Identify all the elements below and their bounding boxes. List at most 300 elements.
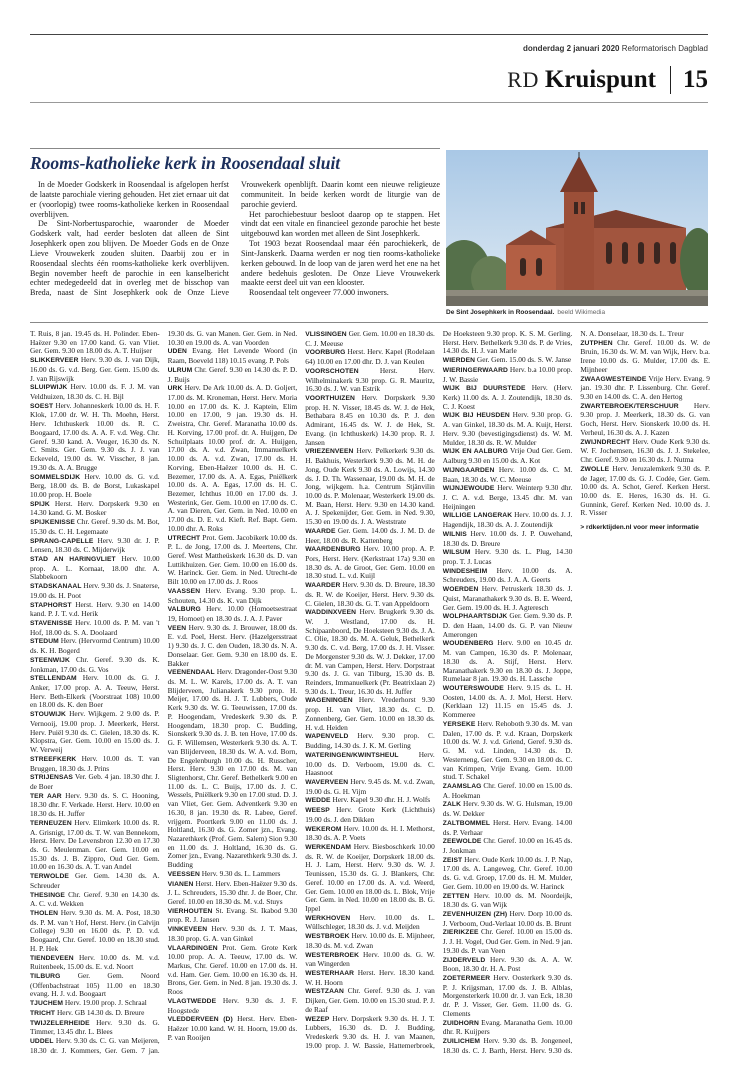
masthead-divider	[670, 66, 671, 94]
listing-entry	[443, 1019, 573, 1037]
listing-place: ZUIDHORN	[442, 1019, 479, 1027]
listing-place: WERKHOVEN	[305, 914, 351, 922]
listing-text: Herst. Herv. Eben-Haëzer 10.00 kand. W. H. Hoorn, 19.00 ds. P. van Rooijen	[167, 1014, 298, 1042]
listing-place: WIERDEN	[442, 357, 476, 365]
listing-text: Herv. 9.15 ds. L. H. Oosten, 14.00 ds. A. J. Mol, Herst. Herv. (Kerklaan 12) 11.15 en 15.45 ds. J. Kommeree	[442, 683, 573, 720]
listing-text: Chr. Geref. 9.30 en 14.30 ds. A. C. v.d. Wekken	[30, 889, 160, 909]
listing-entry	[305, 581, 435, 608]
listing-entry	[168, 925, 298, 943]
listing-text: Herv. Petruskerk 18.30 ds. J. Quist, Maranathakerk 9.30 ds. B. E. Weerd, Ger. Gem. 19.00 ds. H. J. Agteresch	[442, 584, 573, 612]
listing-text: Herv. 9.00 en 10.45 dr. M. van Campen, 16.30 ds. P. Molenaar, 18.30 ds. A. Stijf, Herst. Herv. Maranathakerk 9.30 en 18.30 ds. J. Joppe, Rumelaar 8 jan. 19.30 ds. H. Lassche	[442, 638, 573, 684]
listing-entry	[305, 914, 435, 932]
listing-text: Herv. 9.30 ds. J. Brouwer, 18.00 ds. E. v.d. Poel, Herst. Herv. (Hazelgersstraat 1) 9.30 ds. J. C. den Ouden, 18.30 ds. N. A. Donselaar. Ger. Gem. 9.30 en 18.00 ds. E. Bakker	[167, 622, 298, 668]
listing-entry	[30, 619, 160, 637]
listing-place: WOUTERSWOUDE	[442, 685, 504, 693]
listing-text: Herv. Oosterkerk 9.30 ds. P. J. Krijgsman, 17.00 ds. J. B. Alblas, Morgensterkerk 10.00 dr. J. van Eck, 18.30 dr. P. J. Visser, Ger. Gem. 11.00 ds. G. Clements	[442, 973, 573, 1018]
listing-entry	[305, 608, 435, 696]
listing-text: Herv. Brugkerk 9.30 ds. W. J. Westland, 17.00 ds. H. Schipaanboord, De Hoeksteen 9.30 ds. J. A. C. Olie, 18.30 ds. M. A. Geluk, Bethelkerk 9.30 ds. C. v.d. Berg, 17.00 ds. J. H. Visser. De Morgenster 9.30 ds. W. J. Dekker, 17.00 dr. M. van Campen, Herst. Herv. Dorpstraat 9.30 ds. J. G. van Tilburg, 15.30 ds. B. Reinders, Immanuelkerk (Pr. Beatrixlaan 2) 9.30 ds. L. Treur, 16.30 ds. H. Juffer	[305, 607, 435, 696]
listing-place: TILBURG	[30, 973, 61, 981]
issue-date: donderdag 2 januari 2020	[523, 44, 620, 53]
listing-place: VRIEZENVEEN	[305, 448, 354, 456]
article-paragraph: Het parochiebestuur besloot daarop op te stappen. Het vindt dat een vitale en financieel gezonde parochie het beste uitgebouwd kan worden met alleen de Sint Josephkerk.	[241, 209, 440, 239]
listing-text: Herv. 10.00 ds. C. M. Baan, 18.30 ds. W. C. Meeuse	[442, 464, 573, 484]
listing-text: Evang. Het Levende Woord (in Raam, Boeveld 118) 10.15 evang. P. Pols	[167, 346, 298, 366]
listing-text: Herv. 9.30 ds. J. Snaterse, 19.00 ds. H. Poot	[30, 581, 160, 600]
listing-text: Herv. 10.00 prop. A. L. Kornaat, 18.00 dhr. A. Slabbekoorn	[30, 553, 160, 582]
listing-text: Herv. Oude Kerk 9.30 ds. W. F. Jochemsen, 16.30 ds. J. J. Stekelee, Chr. Geref. 9.30 en 16.30 ds. J. Nutma	[580, 436, 710, 465]
article-top-rule	[30, 148, 440, 149]
listing-place: UTRECHT	[167, 534, 201, 542]
listing-entry	[30, 656, 160, 674]
listing-entry	[30, 755, 160, 773]
listing-text: Herv. 9.30 ds. J. van Dijk, 16.00 ds. G. v.d. Berg. Ger. Gem. 15.00 ds. J. van Rijswijk	[30, 355, 160, 383]
listing-place: ZWIJNDRECHT	[580, 438, 631, 446]
listing-text: Herv. b.a 10.00 prop. J. W. Bassie	[442, 364, 573, 384]
listing-place: STEDUM	[30, 638, 59, 646]
listing-entry	[168, 944, 298, 997]
listing-entry	[168, 384, 298, 533]
listing-place: WEDDE	[305, 797, 331, 805]
listing-place: VLISSINGEN	[305, 331, 347, 338]
listing-place: TER AAR	[30, 792, 62, 800]
listing-place: STOUWIJK	[30, 711, 66, 719]
listing-place: WAPENVELD	[305, 733, 349, 741]
listing-text: Herv. 10.00 ds. M. Noordeijk, 18.30 ds. G. van Wijk	[442, 890, 573, 910]
listing-text: Chr. Geref. 10.00 en 16.45 ds. J. Jonkman	[442, 836, 573, 855]
listing-entry	[168, 366, 298, 384]
listing-entry	[305, 696, 435, 732]
listing-entry	[580, 375, 710, 402]
listing-text: T. Ruis, 8 jan. 19.45 ds. H. Polinder. Eben-Haëzer 9.30 en 17.00 kand. G. van Vliet. Ger. Gem. 9.30 en 18.00 ds. A. T. Huijser	[30, 330, 160, 356]
photo-caption	[446, 309, 708, 316]
church-service-listing	[30, 330, 710, 1058]
listing-place: WILSUM	[442, 549, 471, 557]
listing-entry	[443, 856, 573, 892]
listing-entry	[30, 1019, 160, 1037]
listing-entry	[168, 668, 298, 870]
listing-text: Herst. Herv. Kapel (Rodelaan 64) 10.00 en 17.00 dhr. D. J. van Keulen	[305, 347, 435, 367]
listing-place: WESTERBROEK	[305, 951, 360, 959]
listing-place: STELLENDAM	[30, 675, 77, 683]
listing-text: Herv. Dragonder-Oost 9.30 ds. M. L. W. Karels, 17.00 ds. A. T. van Blijderveen, Julianakerk 9.30 prop. H. Meijer, 17.00 ds. H. J. T. Lubbers, Oude Kerk 9.30 ds. W. G. Teeuwissen, 17.00 ds. P. Hoogendam, Vredeskerk 9.30 ds. P. Hoogendam, 18.30 prop. C. Budding, Sionskerk 9.30 ds. J. B. ten Hove, 17.00 ds. G. F. Willemsen, Westerkerk 9.30 ds. A. T. van Blijderveen, 18.30 ds. W. A. v.d. Born, De Engelenburgh 10.00 ds. H. Russcher, Herst. Herv. 9.30 en 17.00 ds. M. van Sligtenhorst, Chr. Geref. Bethelkerk 9.00 en 11.00 ds. L. C. Buijs, 17.00 ds. J. C. Wessels, Pniëlkerk 9.30 en 17.00 stud. D. J. van Vliet, Ger. Gem. Adventkerk 9.30 en 16.30, 8 jan. 19.30 ds. R. Labee, Geref. vrijgem. Poortkerk 9.00 en 11.00 ds. J. Holtland, 16.30 ds. G. Zomer jzn., Evang. Nazarethkerk (Prof. Gem. Salem) Sion 9.30 en 11.00 ds. J. Holtland, 16.30 ds. G. Zomer jzn., Evang. Nazarethkerk 9.30 ds. J. Budding	[167, 667, 298, 870]
listing-entry	[30, 518, 160, 536]
listing-place: STAD AN HARINGVLIET	[30, 555, 116, 563]
listing-entry	[305, 932, 435, 950]
listing-place: WIJNJEWOUDE	[442, 485, 495, 493]
article-body	[30, 180, 440, 318]
listing-text: Herv. 9.30 ds. J. T. Maas, 18.30 prop. G. A. van Ginkel	[167, 924, 298, 943]
listing-place: STREEFKERK	[30, 755, 77, 763]
listing-entry	[168, 907, 298, 925]
listing-place: SPIJKENISSE	[30, 519, 75, 527]
listing-text: Evang. Maranatha Gem. 10.00 dhr. R. Kuijpers	[442, 1017, 573, 1037]
listing-entry	[30, 792, 160, 819]
listing-entry	[443, 411, 573, 447]
listing-text: Herv. 10.00 prop. A. P. Pors, Herst. Herv. (Kerkstraat 17a) 9.30 en 18.30 ds. A. de Groot, Ger. Gem. 10.00 en 18.30 stud. L. v.d. Kuijl	[305, 544, 435, 581]
listing-place: WAGENINGEN	[305, 697, 353, 705]
listing-text: Herv. Dorpskerk 9.30 ds. H. J. T. Lubbers, 16.30 ds. D. J. Budding, Vredeskerk 9.30 ds. H. J. van Maanen, 19.00 prop. J. W. Bassie, Hattemerbroek, De Hoeksteen 9.30 prop. K. S. M. Gerling. Herst. Herv. Bethelkerk 9.30 ds. P. de Vries, 14.30 ds. H. J. van Marle	[305, 330, 573, 1050]
listing-entry	[443, 384, 573, 411]
listing-text: Herv. 9.30 prop. C. Budding, 14.30 ds. J. K. M. Gerling	[305, 731, 435, 751]
listing-place: VOORTHUIZEN	[305, 395, 355, 403]
listing-text: Herst. Herv. Eben-Haëzer 9.30 ds. J. L. Schreuders, 15.30 dhr. J. de Boer, Chr. Geref. 10.00 en 18.30 ds. M. v.d. Stuys	[167, 878, 298, 906]
listing-entry	[30, 473, 160, 500]
listing-place: WAVERVEEN	[305, 778, 349, 786]
listing-place: TERWOLDE	[30, 873, 69, 881]
photo-credit: beeld Wikimedia	[557, 309, 606, 316]
listing-text: Herv. 10.00 ds. T. van Bruggen, 18.30 ds. J. Prins	[30, 753, 160, 773]
listing-entry	[443, 447, 573, 465]
listing-place: ZUILICHEM	[442, 1038, 481, 1046]
listing-text: Herv. 9.30 ds. B. Jongeneel, 18.30 ds. C. J. Barth, Herst. Herv. 9.30 ds. N. A. Donselaar, 18.30 ds. L. Treur	[442, 330, 684, 1055]
listing-place: WILLIGE LANGERAK	[442, 512, 513, 520]
listing-place: WIERINGERWAARD	[442, 366, 508, 374]
listing-entry	[443, 548, 573, 566]
listing-entry	[30, 555, 160, 582]
listing-entry	[168, 347, 298, 365]
listing-place: VLEDDERVEEN (D)	[167, 1016, 233, 1024]
listing-place: SPIJK	[30, 500, 50, 508]
listing-text: Herv. Elimkerk 10.00 ds. R. A. Grisnigt, 17.00 ds. T. W. van Bennekom, Herst. Herv. De Levensbron 12.30 en 17.30 ds. G. Meulenman. Ger. Gem. 10.00 en 15.30 ds. J. B. Zippro, Oud Ger. Gem. 10.00 en 16.30 ds. A. T. van Andel	[30, 817, 160, 872]
listing-place: UDDEL	[30, 1038, 54, 1046]
church-photo	[446, 150, 708, 306]
listing-entry	[443, 366, 573, 384]
listing-text: Herv. Rehoboth 9.30 ds. M. van Dalen, 17.00 ds. P. v.d. Kraan, Dorpskerk 10.00 ds. W. J. v.d. Griend, Geref. 9.30 ds. G. M. v.d. Linden, 14.30 ds. D. Westerneng, Ger. Gem. 9.30 en 18.00 ds. C. van Krimpen, Vrije Evang. Gem. 10.00 stud. T. Schakel	[442, 718, 573, 782]
listing-text: Herv. Dorpskerk 9.30 prop. H. N. Visser, 18.45 ds. W. J. de Hek, Bethabara 8.45 en 10.30 ds. P. J. den Admirant, 16.45 ds. W. J. de Hek, St. Evang. (in Ichthuskerk) 14.30 prop. R. J. Jansen	[305, 393, 435, 447]
listing-entry	[305, 751, 435, 778]
listing-text: Chr. Geref. 9.30 ds. K. Jonkman, 17.00 ds. G. Vos	[30, 654, 160, 674]
listing-place: WESTBROEK	[305, 933, 350, 941]
listing-entry	[580, 402, 710, 438]
listing-entry	[168, 624, 298, 669]
listing-place: ZIERIKZEE	[442, 929, 479, 937]
listing-place: WEKEROM	[305, 825, 342, 833]
listing-place: VINKEVEEN	[167, 926, 208, 934]
listing-place: WEZEP	[305, 1015, 330, 1023]
listing-entry	[443, 956, 573, 974]
listing-entry	[168, 587, 298, 605]
listing-text: Ger. Gem. 14.30 ds. A. Schreuder	[30, 871, 160, 890]
listing-place: THOLEN	[30, 910, 59, 917]
listing-text: Herv. 9.30 ds. D. Breure, 18.30 ds. R. W. de Koeijer, Herst. Herv. 9.30 ds. C. Gielen, 18.30 ds. G. T. van Appeldoorn	[305, 580, 435, 608]
listing-text: Herv. 9.30 ds. A. A. W. Boon, 18.30 dr. H. A. Post	[442, 954, 573, 974]
listing-entry	[30, 383, 160, 401]
listing-place: ZIJDERVELD	[442, 956, 486, 964]
listing-text: Herv. Grote Kerk (Lichthuis) 19.00 ds. J. den Dikken	[305, 805, 435, 824]
listing-entry	[168, 534, 298, 587]
listing-text: Herv. 9.30 ds. L. Lammers	[201, 868, 281, 878]
listing-place: TERNEUZEN	[30, 819, 72, 827]
listing-entry	[443, 928, 573, 955]
listing-entry	[305, 447, 435, 526]
listing-text: Herv. 10.00 ds. H. I. Methorst, 18.30 ds. A. P. Voets	[305, 823, 435, 843]
section-title: Kruispunt	[544, 66, 656, 93]
listing-text: Ver. Geb. 4 jan. 18.30 dhr. J. de Boer	[30, 772, 160, 791]
listing-entry	[30, 674, 160, 710]
listing-text: Herv. Evang. 9.30 prop. L. Schouten, 14.30 ds. K. van Dijk	[167, 585, 298, 605]
listing-text: Herv. 9.30 ds. G. Timmer, 13.45 dhr. L. Blees	[30, 1017, 160, 1037]
listing-text: Herv. (Hervormd Centrum) 10.00 ds. K. H. Bogerd	[30, 636, 160, 656]
listing-text: Herv. 19.00 prop. J. Schraal	[64, 998, 147, 1008]
listing-entry	[443, 892, 573, 910]
listing-entry	[305, 825, 435, 843]
listing-place: WESTZAAN	[305, 988, 344, 996]
listing-text: Ger. Gem. 10.00 en 18.30 ds. C. J. Meeuse	[305, 330, 435, 348]
listing-entry	[305, 778, 435, 796]
listing-place: UDEN	[167, 348, 187, 356]
listing-place: WOERDEN	[442, 586, 479, 594]
listing-text: Prot. Gem. Jacobikerk 10.00 ds. P. L. de Jong, 17.00 ds. J. Meertens, Chr. Geref. West Mattheüskerk 16.30 ds. D. van Luttikhuizen. Ger. Gem. 10.00 en 16.00 ds. W. Harinck. Ger. Gem. in Ned. Utrecht-de Bilt 10.00 en 17.00 ds. J. Roos	[167, 532, 298, 587]
section-prefix: RD	[507, 67, 539, 92]
listing-text: Herv. 10.00 (Homoetsestraat 19, Homoet) en 18.30 ds. J. A. J. Paver	[167, 604, 298, 623]
listing-text: St. Evang. St. Ikabod 9.30 prop. R. J. Jansen	[167, 905, 298, 925]
listing-text: Herv. Wijkgem. 2 9.00 ds. P. Vernooij, 19.00 prop. J. Meerkerk, Herst. Herv. Puiël 9.30 ds. C. Gielen, 18.30 ds. K. Klopstra, Ger. Gem. 10.00 en 15.00 ds. J. W. Verweij	[30, 709, 160, 755]
listing-text: Herv. 9.30 prop. G. A. van Ginkel, 18.30 ds. M. A. Kuijt, Herst. Herv. 9.30 (bevestigingsdienst) ds. W. M. Mulder, 18.30 ds. R. W. Mulder	[442, 410, 573, 447]
listing-text: Herv. 9.30 ds. S. C. Hooning, 18.30 dhr. F. Verkade. Herst. Herv. 10.00 en 18.30 ds. H. Juffer	[30, 790, 160, 819]
listing-entry	[305, 527, 435, 545]
listing-text: Chr. Geref. 9.30 ds. J. van Dijken, Ger. Gem. 10.00 en 15.30 stud. P. J. de Raaf	[305, 986, 435, 1014]
listing-entry	[443, 511, 573, 529]
listing-place: ZALTBOMMEL	[442, 819, 491, 827]
listing-place: THESINGE	[30, 891, 65, 899]
listing-text: Herst. Herv. 18.30 kand. W. H. Hoorn	[305, 968, 435, 987]
listing-entry	[168, 880, 298, 907]
listing-place: ZWARTEBROEK/TERSCHUUR	[580, 402, 679, 410]
listing-text: Herv. 9.30 prop. J. Meerkerk, 18.30 ds. G. van Goch, Herst. Herv. Sionskerk 10.00 ds. H. Verheul, 16.30 ds. A. J. Kazen	[580, 400, 710, 437]
listing-text: Herv. 10.00 ds. G. v.d. Berg, 18.00 ds. B. de Borst, Lukaskapel 10.00 prop. H. Boele	[30, 471, 160, 499]
listing-text: Herst. Herv. Evang. 14.00 ds. P. Verhaar	[442, 817, 573, 837]
listing-entry	[305, 969, 435, 987]
listing-place: WIJK BIJ DUURSTEDE	[442, 385, 526, 393]
listing-text: Herv. (Herv. Kerk) 11.00 ds. A. J. Zoutendijk, 18.30 ds. C. J. Koest	[442, 383, 573, 411]
listing-text: Herv. 10.00 ds. F. J. M. van Veldhuizen, 18.30 ds. C. H. Bijl	[30, 382, 160, 402]
listing-place: STADSKANAAL	[30, 583, 82, 591]
listing-entry	[443, 819, 573, 837]
listing-text: Herst. Herv. Dorpskerk 9.30 en 14.30 kand. G. M. Bosker	[30, 498, 160, 518]
listing-place: WOUDENBERG	[442, 640, 494, 648]
listing-text: Vrije Herv. Evang. 9 jan. 19.30 dhr. P. Lissenburg. Chr. Geref. 9.30 en 14.00 ds. C. A. den Hertog	[580, 373, 710, 402]
listing-entry	[30, 872, 160, 890]
date-line	[523, 44, 708, 53]
listing-place: SLIKKERVEER	[30, 357, 79, 365]
section-masthead	[507, 60, 708, 100]
listing-entry	[305, 806, 435, 824]
listing-entry	[168, 605, 298, 623]
listing-place: TIENDEVEEN	[30, 954, 74, 962]
listing-text: Herv. Oude Kerk 10.00 ds. J. P. Nap, 17.00 ds. A. Langeweg, Chr. Geref. 10.00 ds. G. v.d. Groep, 17.00 ds. H. M. Mulder, Ger. Gem. 10.00 en 19.00 ds. W. Harinck	[442, 854, 573, 891]
listing-entry	[305, 394, 435, 447]
listing-text: Ger. Gem. 14.00 ds. J. M. D. de Heer, 18.00 ds. R. Kattenberg	[305, 525, 435, 545]
listing-place: ZWOLLE	[580, 465, 610, 473]
listing-place: WOLPHAARTSDIJK	[442, 613, 508, 621]
listing-entry	[305, 843, 435, 914]
listing-place: WATERINGEN/KWINTSHEUL	[305, 751, 399, 759]
listing-place: SLUIPWIJK	[30, 384, 68, 392]
listing-place: WERKENDAM	[305, 843, 352, 851]
listing-text: Ger. Gem. Noord (Offenbachstraat 105) 11.00 en 18.30 evang. H. J. v.d. Boogaart	[30, 971, 160, 999]
listing-text: Herv. 9.30 ds. C. G. van Meijeren, 18.30 dr. J. Kommers, Ger. Gem. 7 jan. 19.30 ds. G. van Manen. Ger. Gem. in Ned. 10.30 en 19.00 ds. A. van Voorden	[30, 330, 298, 1055]
more-info-link[interactable]: > rdkerktijden.nl voor meer informatie	[580, 524, 699, 532]
listing-text: Chr. Geref. 10.00 ds. W. de Bruin, 16.30 ds. W. M. van Wijk, Herv. b.a. Irene 10.00 ds. G. Mulder, 17.00 ds. E. Mijnheer	[580, 337, 710, 374]
listing-place: URK	[167, 385, 183, 393]
listing-entry	[30, 601, 160, 619]
listing-text: Herv. 10.00 ds. G. J. Anker, 17.00 prop. A. A. Teeuw, Herst. Herv. Beth-Elkerk (Voorstraat 108) 10.00 en 18.00 ds. K. den Boer	[30, 673, 160, 710]
listing-place: ZAAMSLAG	[442, 782, 482, 790]
article-paragraph: De Sint-Norbertusparochie, waaronder de Moeder Godskerk valt, had eerder besloten dat alleen de Sint Josephkerk open zou blijven. De Moeder Gods en de Onze Lieve Vrouwekerk zouden sluiten. Daarbij zou er in Roosendaal slechts één rooms-katholieke kerk overblijven. Begin november heeft de parochie in een kanselbericht echter medegedeeld dat in overleg met de bisschop van Breda, naast de Sint Josephkerk ook de Onze Lieve Vrouwekerk openblijft. Daarin komt een nieuwe religieuze communiteit. In beide kerken wordt de liturgie van de parochie gevierd.	[30, 180, 440, 298]
listing-place: WAARDENBURG	[305, 546, 361, 554]
caption-text: De Sint Josephkerk in Roosendaal.	[446, 309, 555, 316]
listing-place: WIJNGAARDEN	[442, 466, 495, 474]
listing-entry	[305, 367, 435, 394]
listing-text: Herv. Dorp 10.00 ds. J. Verboom, Oud-Verlaat 10.00 ds. B. Brunt	[442, 909, 573, 928]
listing-entry	[443, 782, 573, 800]
listing-text: Herv. De Ark 10.00 ds. A. D. Goljert, 17.00 ds. M. Kroneman, Herst. Herv. Moria 10.00 en 17.00 ds. K. J. Kaptein, Elim 10.00 en 17.00, 9 jan. 19.30 ds. H. Zweistra, Chr. Geref. Maranatha 10.00 ds. H. Korving, 17.00 prof. dr. A. Huijgen, De Schuilplaats 10.00 prof. dr. A. Huijgen, 17.00 ds. A. v.d. Zwan, Immanuelkerk 10.00 ds. A. v.d. Zwan, 17.00 ds. H. Korving, Eben-Haëzer 10.00 ds. H. C. Bezemer, 17.00 ds. A. A. Egas, Pniëlkerk 10.00 ds. A. A. Egas, 17.00 ds. H. C. Bezemer, Ichthus 10.00 en 17.00 ds. J. Westerink, Ger. Gem. 10.00 en 17.00 ds. C. A. van Dieren, Ger. Gem. in Ned. 10.00 en 17.00 ds. D. E. v.d. Kieft. Ref. Bapt. Gem. 10.00 dhr. A. Roks	[167, 383, 298, 533]
listing-place: WAARDER	[305, 582, 341, 590]
listing-text: Chr. Geref. 9.30 ds. M. Bot, 15.30 ds. C. H. Legemaate	[30, 517, 160, 536]
listing-text: Prot. Gem. Grote Kerk 10.00 prop. A. A. Teeuw, 17.00 ds. W. Markus, Chr. Geref. 10.00 en 17.00 ds. H. v.d. Ham. Ger. Gem. 10.00 en 16.30 ds. H. Brons, Ger. Gem. in Ned. 8 jan. 19.30 ds. J. Roos	[167, 942, 298, 997]
listing-place: TWIJZELERHEIDE	[30, 1019, 90, 1027]
listing-entry	[443, 837, 573, 855]
listing-entry	[580, 438, 710, 465]
listing-text: Herv. Jeruzalemkerk 9.30 ds. P. de Jager, 17.00 ds. G. J. Codée, Ger. Gem. 10.00 ds. A. Schot, Geref. Kerken Herst. 10.00 ds. E. Heres, 16.30 ds. H. G. Gunnink, Geref. Kerken Ned. 10.00 ds. J. R. Visser	[580, 463, 710, 518]
listing-text: Ger. Gem. 9.30 ds. P. D. den Haan, 14.00 ds. G. P. van Nieuw Amerongen	[442, 611, 573, 639]
listing-place: TRICHT	[30, 1009, 56, 1017]
article-paragraph: Roosendaal telt ongeveer 77.000 inwoners.	[249, 288, 389, 298]
listing-place: WIJK BIJ HEUSDEN	[442, 412, 510, 420]
listing-entry	[30, 972, 160, 999]
listing-entry	[305, 987, 435, 1014]
listing-text: Herv. 10.00 ds. A. Schreuders, 19.00 ds. J. A. A. Geerts	[442, 565, 573, 585]
listing-place: SPRANG-CAPELLE	[30, 537, 94, 545]
listing-entry	[30, 710, 160, 755]
listing-place: ZEIST	[442, 856, 463, 864]
listing-text: Herst. Herv. 9.30 en 14.00 kand. P. J. T. v.d. Herik	[30, 599, 160, 619]
listing-text: Herv. Kapel 9.30 dhr. H. J. Wolfs	[332, 795, 431, 805]
listing-text: Chr. Geref. 9.30 en 14.30 ds. P. D. J. Buijs	[167, 364, 298, 384]
listing-entry	[30, 402, 160, 473]
listing-entry	[443, 585, 573, 612]
listing-text: Herv. 10.00 ds. E. Mijnheer, 18.30 ds. M. v.d. Zwan	[305, 931, 435, 950]
listing-text: Herv. 10.00 ds. G. W. van Wingerden	[305, 949, 435, 969]
listing-entry	[305, 330, 435, 348]
top-rule	[30, 34, 708, 35]
listing-place: STRIJENSAS	[30, 774, 73, 782]
listing-entry	[30, 537, 160, 555]
listing-entry	[30, 637, 160, 655]
listing-text: Herv. 9.30 ds. M. A. Post, 18.30 ds. P. M. van 't Hof, Herst. Herv. (in Calvijn College) 9.30 en 16.00 ds. P. D. v.d. Boogaard, Chr. Geref. 10.00 en 18.30 stud. H. P. Hek	[30, 908, 160, 953]
listing-entry	[443, 530, 573, 548]
listing-entry	[305, 951, 435, 969]
listing-place: VEESSEN	[167, 870, 200, 878]
listing-entry	[443, 910, 573, 928]
listing-entry	[30, 356, 160, 383]
listing-entry	[30, 891, 160, 909]
listing-place: ZEEWOLDE	[442, 838, 482, 846]
listing-place: ZALK	[442, 801, 462, 809]
listing-text: Chr. Geref. 10.00 en 15.00 ds. A. Hoekman	[442, 780, 573, 800]
listing-text: Herv. Johanneskerk 10.00 ds. H. F. Klok, 17.00 dr. W. H. Th. Moehn, Herst. Herv. Ichthuskerk 10.00 ds. R. C. Boogaard, 17.00 ds. A. A. F. v.d. Weg. Chr. Geref. 9.30 kand. A. Veuger, 16.30 ds. N. C. Smits. Ger. Gem. 9.30 ds. J. J. van Eckeveld, 19.00 ds. W. Visscher, 8 jan. 19.30 ds. A. A. Brugge	[30, 400, 160, 472]
listing-text: Herv. Biesboschkerk 10.00 ds. R. W. de Koeijer, Dorpskerk 18.00 ds. H. J. Lam, Herst. Herv. 9.30 ds. W. J. Teunissen, 15.30 ds. G. J. Blankers, Chr. Geref. 10.00 en 17.00 ds. A. v.d. Weerd, Ger. Gem. 10.00 en 18.00 ds. L. Blok, Vrije Ger. Gem. in Ned. 10.00 en 18.00 ds. B. G. Ippel	[305, 841, 435, 913]
listing-entry	[30, 819, 160, 872]
listing-place: WIJK EN AALBURG	[442, 448, 508, 456]
listing-text: Herst. Herv. Wilhelminakerk 9.30 prop. G. R. Mauritz, 16.30 ds. J. W. van Estrik	[305, 365, 435, 394]
listing-text: Herv. 10.00 ds. M. v.d. Ruitenbeek, 15.00 ds. E. v.d. Noort	[30, 952, 160, 972]
listing-place: VLAARDINGEN	[167, 944, 218, 952]
listing-text: Herv. 10.00 ds. P. M. van 't Hof, 18.00 ds. S. A. Doolaard	[30, 618, 160, 637]
listing-text: Herv. 9.45 ds. M. v.d. Zwan, 19.00 ds. G. H. Vijm	[305, 776, 435, 796]
listing-place: ULRUM	[167, 366, 193, 374]
listing-place: VAASSEN	[167, 587, 201, 595]
listing-place: WINDESHEIM	[442, 567, 488, 575]
listing-entry	[443, 639, 573, 684]
listing-entry	[30, 500, 160, 518]
listing-place: VIANEN	[167, 880, 194, 888]
listing-place: ZUTPHEN	[580, 339, 613, 347]
listing-entry	[30, 773, 160, 791]
listing-text: Herv. 9.30 ds. W. G. Hulsman, 19.00 ds. W. Dekker	[442, 799, 573, 819]
listing-place: ZWAAGWESTEINDE	[580, 375, 647, 383]
listing-entry	[443, 612, 573, 639]
article-paragraph: In de Moeder Godskerk in Roosendaal is afgelopen herfst de laatste parochiale viering gehouden. Het ziet ernaar uit dat er (voorlopig) twee rooms-katholieke kerken in Roosendaal overblijven.	[30, 180, 229, 219]
listing-entry	[30, 909, 160, 954]
listing-text: Herv. GB 14.30 ds. D. Breure	[56, 1007, 145, 1017]
listing-entry	[443, 800, 573, 818]
article-bottom-rule	[30, 322, 708, 323]
listing-place: TJUCHEM	[30, 1000, 64, 1008]
listing-place: ZOETERMEER	[442, 975, 491, 983]
listing-entry	[443, 974, 573, 1019]
listing-place: WESTERHAAR	[305, 970, 355, 978]
listing-place: SOEST	[30, 402, 54, 410]
listing-text: Herv. 10.00 ds. J. J. Hagendijk, 18.30 ds. A. J. Zoutendijk	[442, 510, 573, 530]
listing-place: STEENWIJK	[30, 656, 70, 664]
listing-entry	[30, 954, 160, 972]
listing-entry	[443, 720, 573, 782]
listing-text: Herv. Pelkerkerk 9.30 ds. H. Bakhuis, Westerkerk 9.30 ds. M. H. de Jong, Oude Kerk 9.30 ds. A. Lowijs, 14.30 ds. J. D. Th. Wassenaar, 19.00 ds. M. H. de Jong, wijkgem. h.a. Centrum Stjänvilin 10.00 ds. P. Molenaar, Westerkerk 19.00 ds. M. Baan, Herst. Herv. 9.30 en 14.30 kand. A. J. Spekenijder, Ger. Gem. in Ned. 9.30, 15.30 en 19.00 ds. J. A. Weststrate	[305, 446, 435, 527]
listing-text: Herv. 10.00 ds. D. Verboom, 19.00 ds. C. Haasnoot	[305, 749, 435, 778]
listing-place: VOORSCHOTEN	[305, 367, 359, 375]
newspaper-name: Reformatorisch Dagblad	[621, 44, 708, 53]
listing-place: ZETTEN	[442, 892, 470, 900]
listing-place: WAARDE	[305, 527, 336, 535]
listing-entry	[305, 732, 435, 750]
listing-place: VLAGTWEDDE	[167, 997, 217, 1005]
listing-entry	[443, 567, 573, 585]
article-headline: Rooms-katholieke kerk in Roosendaal sluit	[30, 153, 341, 173]
listing-place: VEEN	[167, 624, 187, 632]
listing-entry	[168, 997, 298, 1015]
listing-entry	[305, 545, 435, 581]
masthead-rule	[30, 102, 708, 103]
listing-place: STAVENISSE	[30, 620, 73, 627]
page-number: 15	[683, 66, 708, 93]
listing-entry	[30, 582, 160, 600]
listing-place: VOORBURG	[305, 349, 346, 357]
listing-place: WEESP	[305, 807, 330, 815]
listing-entry	[443, 484, 573, 511]
listing-place: WADDINXVEEN	[305, 609, 357, 617]
listing-text: Herv. Weinterp 9.30 dhr. J. C. A. v.d. Berge, 13.45 dhr. M. van Heijningen	[442, 483, 573, 511]
listing-text: Herv. 9.30 ds. J. F. Hoogstede	[167, 995, 298, 1015]
listing-text: Vrije Oud Ger. Gem. Aalburg 9.30 en 15.00 ds. A. Kot	[442, 446, 573, 466]
listing-place: ZEVENHUIZEN (ZH)	[442, 911, 508, 918]
listing-place: VEENENDAAL	[167, 669, 215, 677]
listing-entry	[580, 465, 710, 518]
listing-text: Herv. 10.00 ds. L. Wüllschleger, 18.30 ds. J. v.d. Meijden	[305, 912, 435, 932]
listing-text: Herv. 9.30 dr. J. P. Lensen, 18.30 ds. C. Mijderwijk	[30, 535, 160, 555]
listing-entry	[443, 684, 573, 720]
listing-entry	[305, 348, 435, 366]
